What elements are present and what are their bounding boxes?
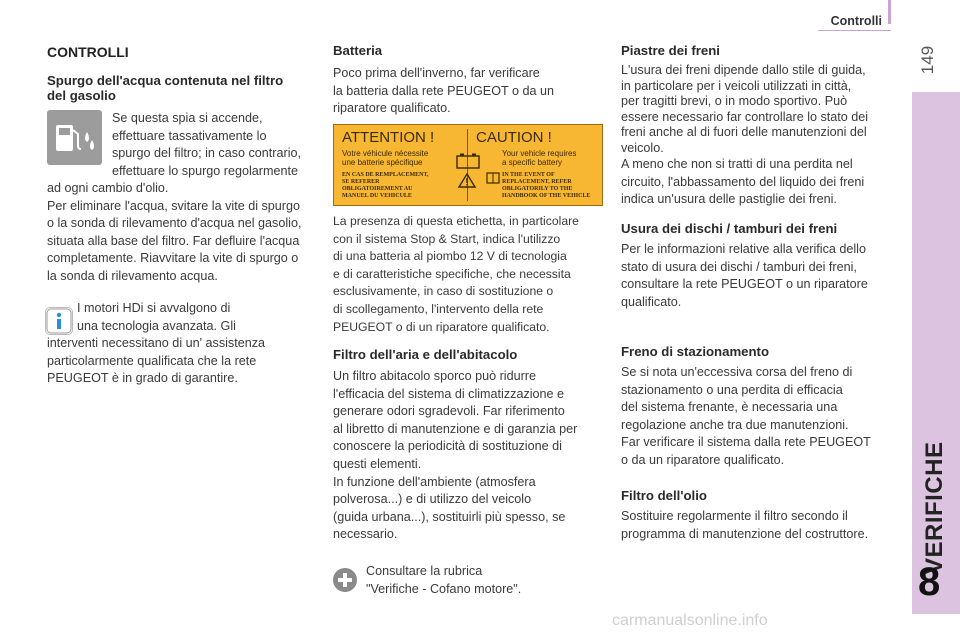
label-right-small	[502, 172, 590, 200]
text-line: indica un'usura delle pastiglie dei freni.	[621, 192, 837, 207]
text-line: L'usura dei freni dipende dallo stile di guida,	[621, 63, 866, 77]
label-line: EN CAS DE REMPLACEMENT,	[342, 172, 429, 178]
text-line: PEUGEOT è in grado di garantire.	[47, 371, 238, 386]
oil-filter-title: Filtro dell'olio	[621, 488, 707, 503]
label-line: Votre véhicule nécessite	[342, 149, 429, 158]
info-text-full	[47, 335, 265, 388]
parking-brake-text	[621, 364, 871, 470]
chapter-number: 8	[918, 560, 941, 604]
info-icon	[45, 307, 73, 335]
text-line: ad ogni cambio d'olio.	[47, 181, 169, 195]
label-line: REPLACEMENT, REFER	[502, 179, 572, 185]
text-line: conoscere la periodicità di sostituzione di	[333, 439, 562, 454]
label-line: SE REFERER	[342, 179, 380, 185]
text-line: Sostituire regolarmente il filtro secondo il	[621, 509, 848, 523]
battery-warning-label	[333, 124, 603, 206]
text-line: esclusivamente, in caso di sostituzione o	[333, 284, 554, 299]
label-left-heading: ATTENTION !	[342, 129, 435, 146]
header-title: Controlli	[830, 14, 882, 28]
text-line: la batteria dalla rete PEUGEOT o da un	[333, 83, 554, 98]
text-line: Poco prima dell'inverno, far verificare	[333, 66, 540, 80]
text-line: la sonda di rilevamento acqua.	[47, 268, 218, 283]
label-left-sub	[342, 149, 428, 167]
battery-title: Batteria	[333, 43, 383, 58]
chapter-tab-label-text: VERIFICHE	[921, 441, 948, 574]
battery-text	[333, 65, 554, 118]
text-line: consultare la rete PEUGEOT o un riparatore	[621, 277, 868, 292]
label-line: une batterie spécifique	[342, 158, 423, 167]
text-line: di scollegamento, l'intervento della rete	[333, 301, 544, 316]
plus-icon	[333, 568, 357, 592]
label-right-heading: CAUTION !	[476, 129, 552, 146]
label-line: IN THE EVENT OF	[502, 172, 555, 178]
text-line: Per le informazioni relative alla verifica dello	[621, 242, 866, 256]
text-line: Se si nota un'eccessiva corsa del freno di	[621, 365, 853, 379]
text-line: regolazione anche tra due manutenzioni.	[621, 417, 849, 432]
text-line: effettuare lo spurgo regolarmente	[112, 163, 298, 178]
watermark: carmanualsonline.info	[612, 612, 768, 629]
chapter-tab-label	[905, 441, 960, 574]
text-line: effettuare tassativamente lo	[112, 128, 267, 143]
text-line: e di caratteristiche specifiche, che necessita	[333, 266, 571, 281]
text-line: riparatore qualificato.	[333, 101, 451, 116]
text-line: I motori HDi si avvalgono di	[77, 301, 231, 315]
label-line: MANUEL DU VEHICULE	[342, 193, 412, 199]
brake-pads-title: Piastre dei freni	[621, 43, 720, 58]
manual-book-icon	[486, 171, 500, 190]
label-line: OBLIGATORILY TO THE	[502, 186, 573, 192]
subsection-title	[47, 73, 283, 103]
text-line: Se questa spia si accende,	[112, 111, 263, 125]
text-line: veicolo.	[621, 140, 664, 155]
header-accent-bar	[888, 0, 891, 24]
label-line: a specific battery	[502, 158, 563, 167]
battery-symbol-icon	[456, 153, 480, 174]
text-line: (guida urbana...), sostituirli più spesso, se	[333, 509, 566, 524]
text-line: interventi necessitano di un' assistenza	[47, 336, 266, 350]
cabin-filter-title: Filtro dell'aria e dell'abitacolo	[333, 347, 518, 362]
text-line: A meno che non si tratti di una perdita nel	[621, 157, 853, 171]
brake-discs-text	[621, 241, 868, 311]
text-line: Un filtro abitacolo sporco può ridurre	[333, 369, 537, 383]
text-line: Consultare la rubrica	[366, 564, 483, 578]
text-line: o da un riparatore qualificato.	[621, 452, 785, 467]
page-number	[908, 40, 948, 80]
text-line: situata alla base del filtro. Far defluire l'acqua	[47, 233, 300, 248]
text-line: freni anche al di fuori delle manutenzioni del	[621, 125, 867, 139]
text-line: In funzione dell'ambiente (atmosfera	[333, 474, 536, 489]
label-line: OBLIGATOIREMENT AU	[342, 186, 413, 192]
text-line: in particolare per i veicoli utilizzati in città,	[621, 78, 852, 93]
subsection-title-line: del gasolio	[47, 88, 116, 103]
text-line: "Verifiche - Cofano motore".	[366, 581, 522, 596]
info-text-indented	[77, 300, 236, 335]
text-line: questi elementi.	[333, 456, 422, 471]
text-line: una tecnologia avanzata. Gli	[77, 318, 236, 333]
text-line: stazionamento o una perdita di efficacia	[621, 382, 843, 397]
brake-discs-title: Usura dei dischi / tamburi dei freni	[621, 221, 838, 236]
page-number-text: 149	[918, 45, 937, 75]
fuel-text-full	[47, 180, 301, 286]
text-line: qualificato.	[621, 294, 682, 309]
header-rule	[818, 30, 891, 31]
text-line: Per eliminare l'acqua, svitare la vite di spurgo	[47, 198, 301, 213]
brake-pads-text	[621, 63, 868, 209]
text-line: con il sistema Stop & Start, indica l'utilizzo	[333, 231, 561, 246]
text-line: o la sonda di rilevamento d'acqua nel gasolio,	[47, 216, 302, 231]
oil-filter-text	[621, 508, 868, 543]
label-left-small	[342, 172, 429, 200]
text-line: generare odori sgradevoli. Far riferimento	[333, 404, 565, 419]
text-line: spurgo del filtro; in caso contrario,	[112, 146, 301, 161]
section-title: CONTROLLI	[47, 44, 129, 60]
cabin-filter-text	[333, 368, 577, 544]
warning-triangle-icon	[458, 173, 476, 193]
text-line: necessario.	[333, 527, 398, 542]
parking-brake-title: Freno di stazionamento	[621, 344, 770, 359]
text-line: per tragitti brevi, o in modo sportivo. Può	[621, 94, 848, 108]
fuel-text-indented	[112, 110, 301, 180]
text-line: essere necessario far controllare lo stato dei	[621, 109, 869, 124]
text-line: Far verificare il sistema dalla rete PEUGEOT	[621, 435, 871, 450]
text-line: programma di manutenzione del costruttore.	[621, 526, 869, 541]
text-line: particolarmente qualificata che la rete	[47, 353, 257, 368]
text-line: di una batteria al piombo 12 V di tecnologia	[333, 249, 567, 264]
consult-text	[366, 563, 521, 598]
text-line: PEUGEOT o di un riparatore qualificato.	[333, 319, 550, 334]
label-description-text	[333, 213, 579, 336]
text-line: polverosa...) e di utilizzo del veicolo	[333, 492, 532, 507]
text-line: al libretto di manutenzione e di garanzia per	[333, 421, 578, 436]
text-line: stato di usura dei dischi / tamburi dei freni,	[621, 259, 857, 274]
text-line: completamente. Riavvitare la vite di spurgo o	[47, 251, 299, 266]
label-line: Your vehicle requires	[502, 149, 577, 158]
text-line: l'efficacia del sistema di climatizzazione e	[333, 386, 565, 401]
water-in-fuel-warning-icon	[47, 110, 102, 165]
subsection-title-line: Spurgo dell'acqua contenuta nel filtro	[47, 73, 284, 88]
text-line: del sistema frenante, è necessaria una	[621, 400, 838, 415]
text-line: La presenza di questa etichetta, in particolare	[333, 214, 579, 228]
label-right-sub	[502, 149, 576, 167]
label-line: HANDBOOK OF THE VEHICLE	[502, 193, 591, 199]
text-line: circuito, l'abbassamento del liquido dei freni	[621, 174, 865, 189]
